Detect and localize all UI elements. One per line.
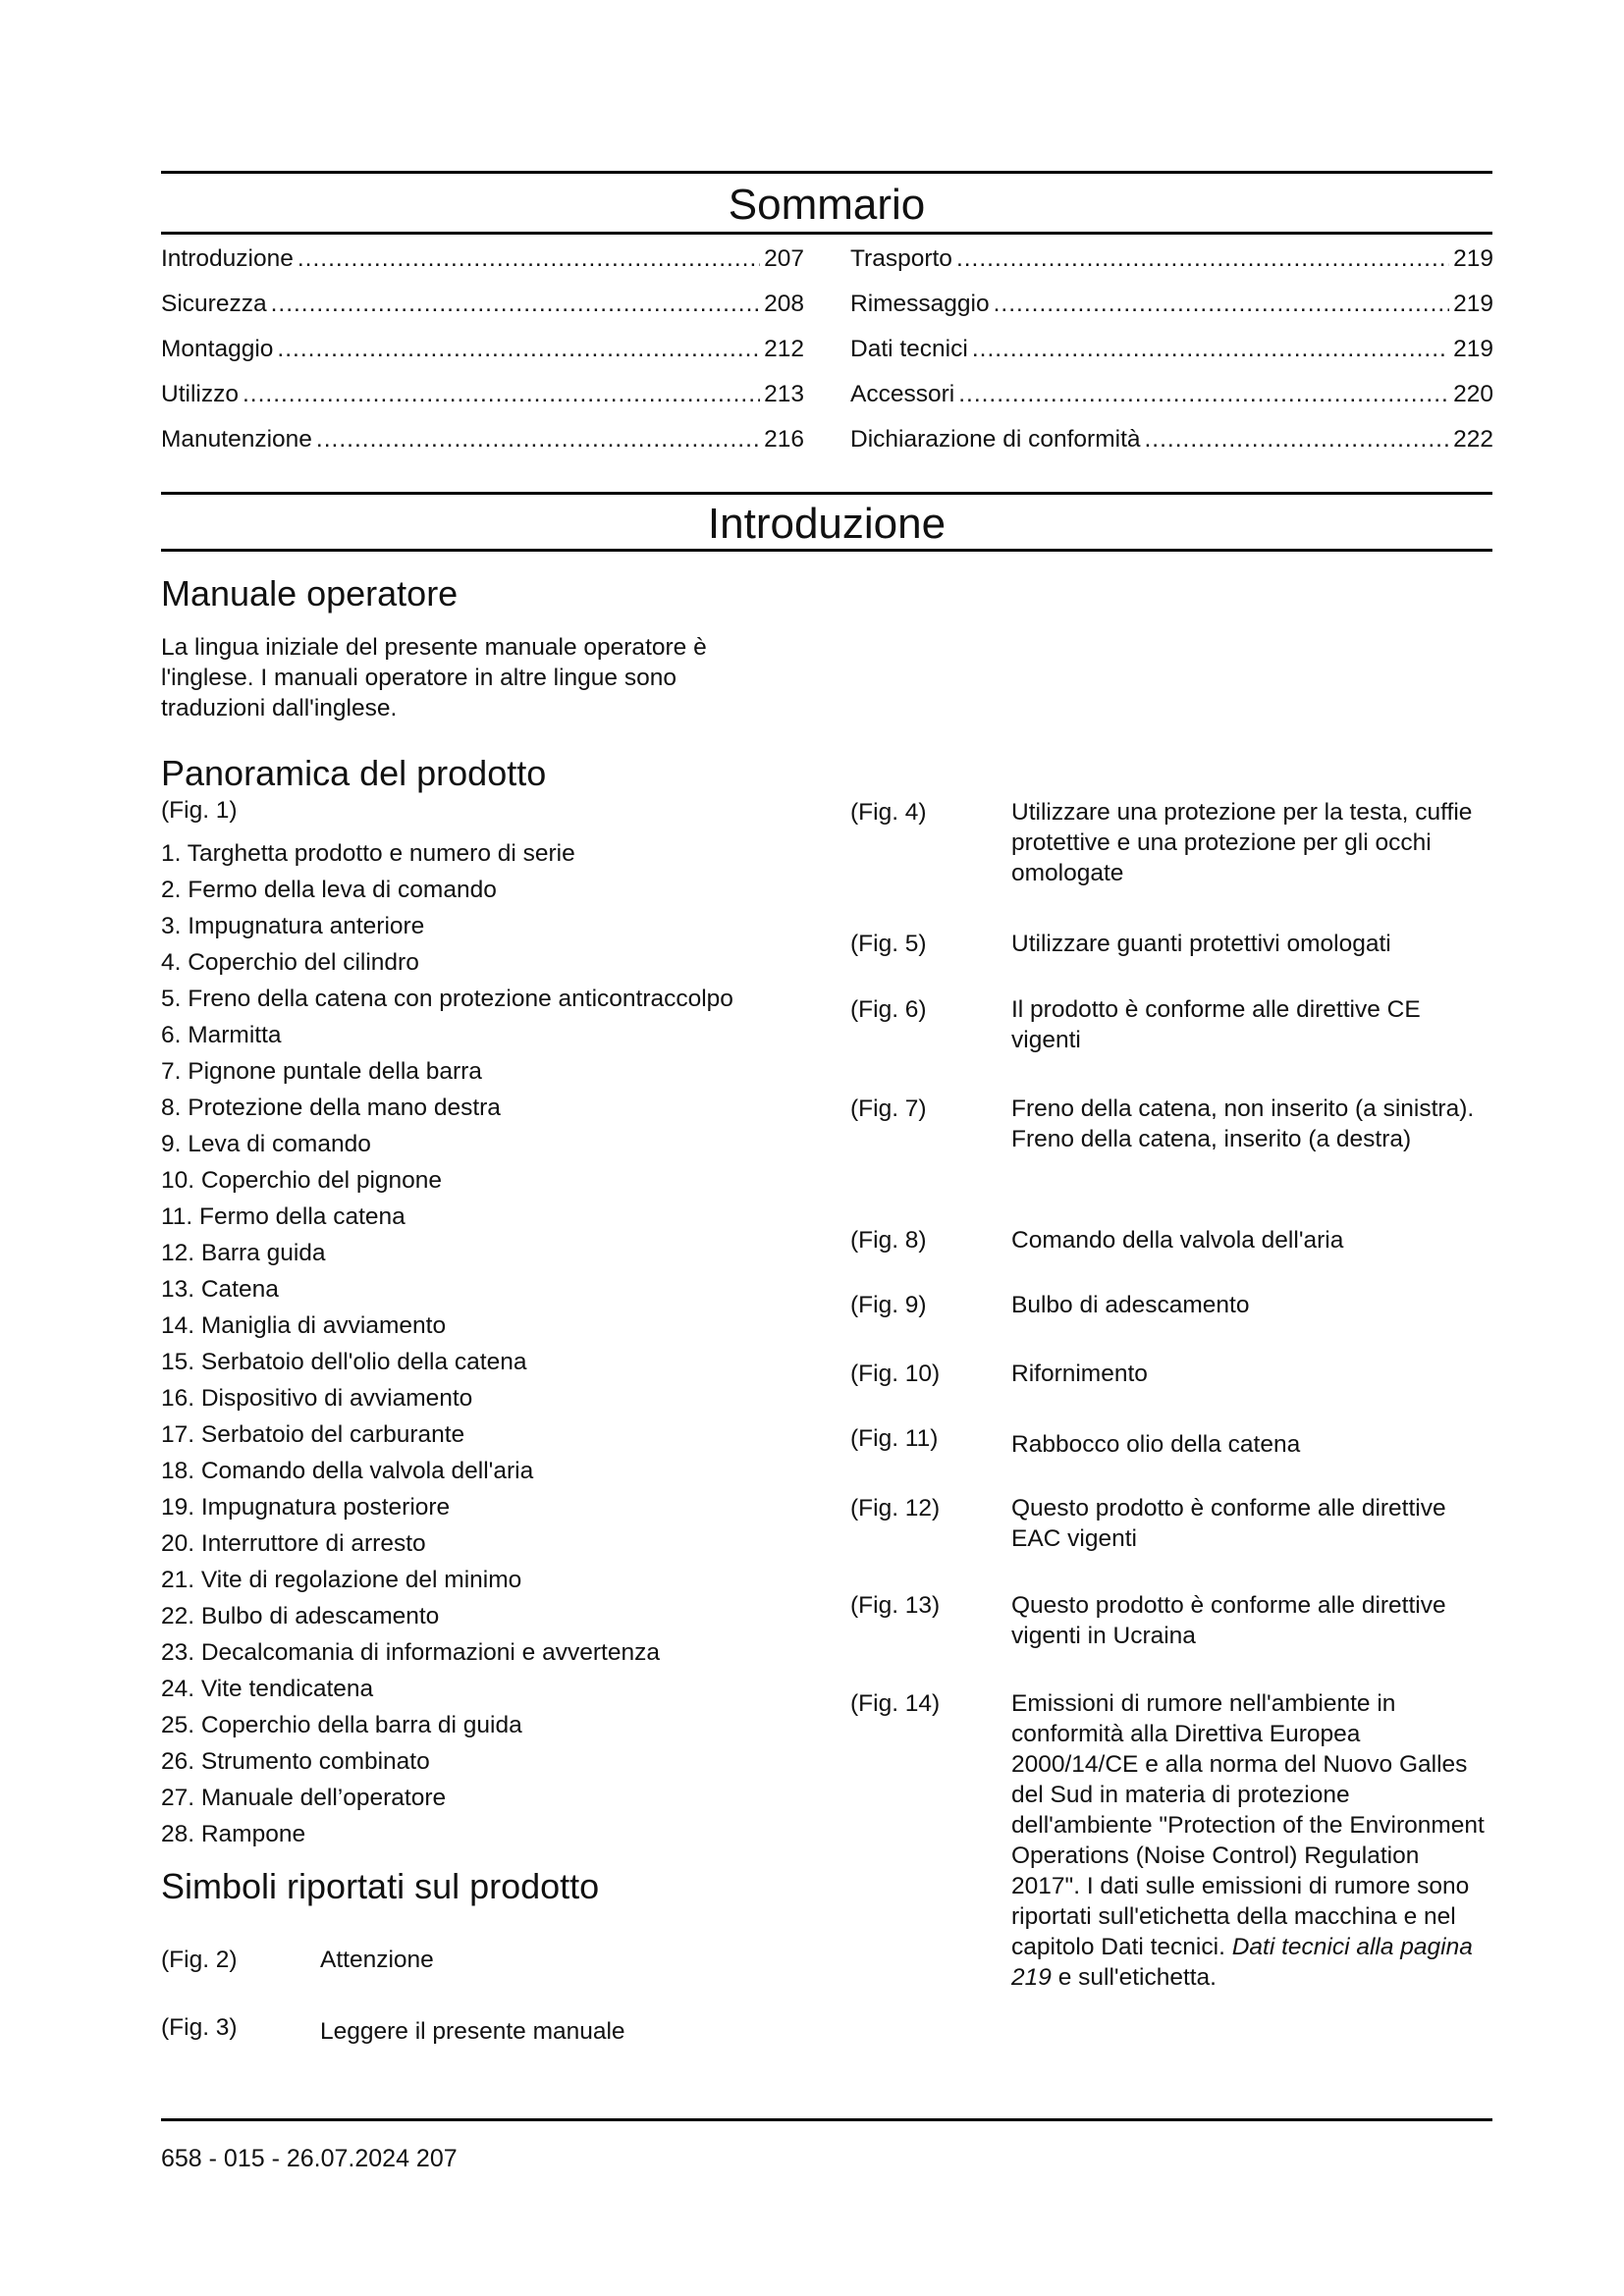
symbol-fig-ref: (Fig. 3)	[161, 2014, 238, 2041]
list-item: 8. Protezione della mano destra	[161, 1095, 501, 1121]
list-item: 1. Targhetta prodotto e numero di serie	[161, 840, 575, 867]
list-item: 7. Pignone puntale della barra	[161, 1058, 482, 1085]
top-rule	[161, 171, 1492, 174]
toc-entry[interactable]: Trasporto ..... 219	[850, 245, 1493, 291]
symbol-description: Comando della valvola dell'aria	[1011, 1227, 1344, 1254]
symbol-description: Leggere il presente manuale	[320, 2018, 625, 2045]
toc-left-column	[161, 245, 804, 471]
manual-text: La lingua iniziale del presente manuale operatore è l'inglese. I manuali operatore in altre lingue sono traduzioni dall'inglese.	[161, 634, 707, 721]
symbol-description: Utilizzare una protezione per la testa, cuffie protettive e una protezione per gli occhi omologate	[1011, 799, 1473, 886]
symbol-description: Attenzione	[320, 1947, 434, 1973]
overview-heading: Panoramica del prodotto	[161, 753, 547, 793]
manual-heading: Manuale operatore	[161, 573, 459, 614]
list-item: 23. Decalcomania di informazioni e avvertenza	[161, 1639, 660, 1666]
symbol-description: Rabbocco olio della catena	[1011, 1431, 1301, 1458]
symbol-description: Questo prodotto è conforme alle direttive vigenti in Ucraina	[1011, 1592, 1446, 1649]
toc-entry[interactable]: Accessori ..... 220	[850, 381, 1493, 426]
symbol-fig-ref: (Fig. 5)	[850, 931, 927, 957]
list-item: 27. Manuale dell’operatore	[161, 1785, 447, 1811]
symbol-description: Rifornimento	[1011, 1361, 1148, 1387]
footer-rule	[161, 2118, 1492, 2121]
list-item: 17. Serbatoio del carburante	[161, 1421, 465, 1448]
toc-entry[interactable]: Utilizzo ..... 213	[161, 381, 804, 426]
intro-title: Introduzione	[707, 500, 947, 548]
list-item: 5. Freno della catena con protezione anticontraccolpo	[161, 986, 733, 1012]
list-item: 2. Fermo della leva di comando	[161, 877, 497, 903]
symbol-fig-ref: (Fig. 7)	[850, 1095, 927, 1122]
list-item: 6. Marmitta	[161, 1022, 282, 1048]
toc-title: Sommario	[728, 181, 926, 229]
list-item: 16. Dispositivo di avviamento	[161, 1385, 473, 1412]
symbol-fig-ref: (Fig. 4)	[850, 799, 927, 826]
list-item: 25. Coperchio della barra di guida	[161, 1712, 522, 1738]
list-item: 24. Vite tendicatena	[161, 1676, 374, 1702]
list-item: 3. Impugnatura anteriore	[161, 913, 425, 939]
list-item: 11. Fermo della catena	[161, 1203, 406, 1230]
toc-entry[interactable]: Sicurezza ..... 208	[161, 291, 804, 336]
symbol-description: Il prodotto è conforme alle direttive CE vigenti	[1011, 996, 1421, 1053]
list-item: 22. Bulbo di adescamento	[161, 1603, 440, 1629]
list-item: 18. Comando della valvola dell'aria	[161, 1458, 534, 1484]
toc-right-column	[850, 245, 1493, 471]
symbol-fig-ref: (Fig. 8)	[850, 1227, 927, 1254]
intro-top-rule	[161, 492, 1492, 495]
symbol-description: Questo prodotto è conforme alle direttive EAC vigenti	[1011, 1495, 1446, 1552]
symbol-fig-ref: (Fig. 2)	[161, 1947, 238, 1973]
symbol-fig-ref: (Fig. 14)	[850, 1690, 941, 1717]
list-item: 9. Leva di comando	[161, 1131, 371, 1157]
list-item: 19. Impugnatura posteriore	[161, 1494, 451, 1521]
symbol-fig-ref: (Fig. 10)	[850, 1361, 941, 1387]
symbols-heading: Simboli riportati sul prodotto	[161, 1866, 600, 1906]
symbol-fig-ref: (Fig. 12)	[850, 1495, 941, 1522]
toc-entry[interactable]: Dichiarazione di conformità ..... 222	[850, 426, 1493, 471]
list-item: 20. Interruttore di arresto	[161, 1530, 426, 1557]
list-item: 4. Coperchio del cilindro	[161, 949, 419, 976]
toc-entry[interactable]: Dati tecnici ..... 219	[850, 336, 1493, 381]
list-item: 14. Maniglia di avviamento	[161, 1312, 447, 1339]
parts-list	[161, 835, 809, 1852]
overview-fig-ref: (Fig. 1)	[161, 797, 238, 824]
symbol-fig-ref: (Fig. 6)	[850, 996, 927, 1023]
symbol-description: Bulbo di adescamento	[1011, 1292, 1250, 1318]
toc-entry[interactable]: Rimessaggio ..... 219	[850, 291, 1493, 336]
list-item: 15. Serbatoio dell'olio della catena	[161, 1349, 527, 1375]
intro-title-rule	[161, 549, 1492, 552]
symbol-description: Freno della catena, non inserito (a sinistra). Freno della catena, inserito (a destra)	[1011, 1095, 1475, 1152]
list-item: 21. Vite di regolazione del minimo	[161, 1567, 522, 1593]
symbol-fig-ref: (Fig. 11)	[850, 1425, 939, 1452]
list-item: 13. Catena	[161, 1276, 279, 1303]
toc-entry[interactable]: Manutenzione ..... 216	[161, 426, 804, 471]
symbol-description: Emissioni di rumore nell'ambiente in conformità alla Direttiva Europea 2000/14/CE e alla norma del Nuovo Galles del Sud in materia di protezione dell'ambiente "Protection of the Environment Operations (Noise Control) Regulation 2017". I dati sulle emissioni di rumore sono riportati sull'etichetta della macchina e nel capitolo Dati tecnici. Dati tecnici alla pagina 219 e sull'etichetta.	[1011, 1690, 1485, 1991]
list-item: 12. Barra guida	[161, 1240, 326, 1266]
symbol-description: Utilizzare guanti protettivi omologati	[1011, 931, 1391, 957]
list-item: 26. Strumento combinato	[161, 1748, 430, 1775]
toc-title-rule	[161, 232, 1492, 235]
symbol-fig-ref: (Fig. 9)	[850, 1292, 927, 1318]
toc-entry[interactable]: Montaggio ..... 212	[161, 336, 804, 381]
toc-entry[interactable]: Introduzione ..... 207	[161, 245, 804, 291]
symbol-fig-ref: (Fig. 13)	[850, 1592, 941, 1619]
page-footer: 658 - 015 - 26.07.2024 207	[161, 2145, 458, 2172]
list-item: 28. Rampone	[161, 1821, 306, 1847]
page-reference-link[interactable]: Dati tecnici alla pagina 219	[1011, 1934, 1473, 1991]
list-item: 10. Coperchio del pignone	[161, 1167, 443, 1194]
